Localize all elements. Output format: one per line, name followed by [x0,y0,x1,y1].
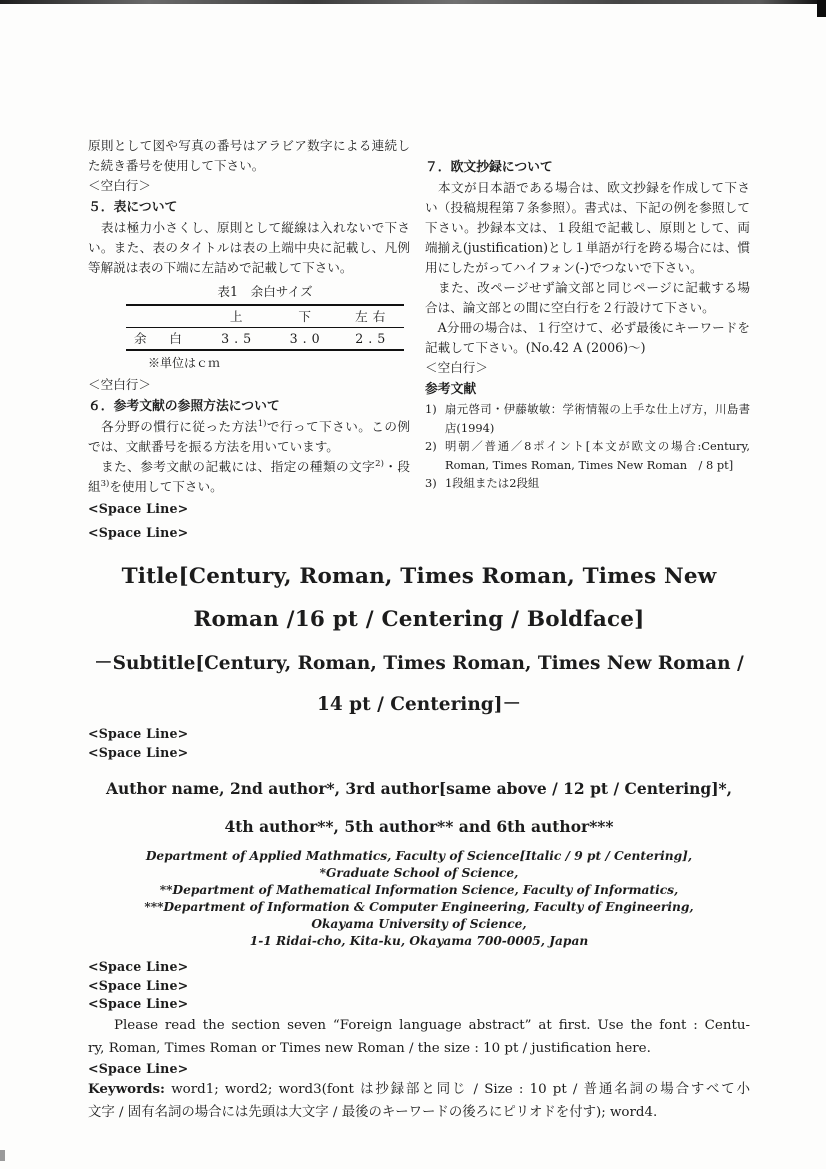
section6-paragraph-2 [88,457,410,497]
affiliation-line: 1-1 Ridai-cho, Kita-ku, Okayama 700-0005, Japan [249,934,589,948]
text-segment: ・段組 [88,459,411,494]
text-segment: 各分野の慣行に従った方法 [88,419,258,434]
section7-paragraph-2: また、改ページせず論文部と同じページに記載する場合は、論文部との間に空白行を２行設けて下さい。 [425,280,750,315]
table-header-leftright: 左右 [355,309,391,324]
space-line-marker: <Space Line> [88,726,189,741]
references-list [425,400,750,493]
section7-paragraph-3: A分冊の場合は、１行空けて、必ず最後にキーワードを記載して下さい。(No.42 A (2006)～) [425,320,750,355]
reference-text: 扇元啓司・伊藤敏敏：学術情報の上手な仕上げ方，川島書店(1994) [445,402,750,435]
reference-item [425,437,750,474]
table-header-bottom: 下 [298,309,316,324]
space-line-marker: <Space Line> [88,977,189,993]
text-segment: で行って下さい。この例では、文献番号を振る方法を用いています。 [88,419,411,454]
table-caption: 表1 余白サイズ [217,284,313,299]
authors-line-2: 4th author**, 5th author** and 6th author*** [224,817,614,836]
table-grid [126,304,404,351]
abstract-block [88,958,750,1124]
intro-paragraph: 原則として図や写真の番号はアラビア数字による連続した続き番号を使用して下さい。 [88,138,410,173]
margin-size-table [126,282,404,373]
reference-number: 1) [425,402,437,416]
keywords-text: word1; word2; word3(font は抄録部と同じ / Size : 10 pt / 普通名詞の場合すべて小 [165,1082,750,1097]
text-segment: また、参考文献の記載には、指定の種類の文字 [88,459,376,474]
section7-heading: ７．欧文抄録について [425,160,553,175]
footnote-ref-3: 3) [100,478,110,489]
paper-subtitle: －Subtitle[Century, Roman, Times Roman, Times New Roman / 14 pt / Centering]－ [94,653,744,715]
section7-paragraph-1: 本文が日本語である場合は、欧文抄録を作成して下さい（投稿規程第７条参照）。書式は、下記の例を参照して下さい。抄録本文は、１段組で記載し、原則として、両端揃え(justification)とし１単語が行を跨る場合には、慣用にしたがってハイフォン(-)でつないで下さい。 [425,180,750,275]
affiliation-line: Department of Applied Mathmatics, Faculty of Science[Italic / 9 pt / Centering], [145,849,693,863]
section5-heading: ５．表について [88,200,178,215]
footnote-ref-2: 2) [375,458,384,469]
table-header-row [126,306,404,328]
reference-number: 3) [425,476,437,490]
section6-paragraph-1 [88,417,410,457]
affiliation-line: *Graduate School of Science, [319,866,519,880]
blank-line-marker: ＜空白行＞ [88,178,151,193]
text-segment: を使用して下さい。 [109,479,223,494]
abstract-text-line-1: Please read the section seven “Foreign language abstract” at first. Use the font : Centu- [114,1017,750,1033]
keywords-line-1 [88,1078,750,1101]
scan-top-edge-artifact [0,0,826,4]
keywords-label: Keywords: [88,1081,166,1097]
blank-line-marker: ＜空白行＞ [425,360,488,375]
table-data-row [126,328,404,349]
section5-paragraph: 表は極力小さくし、原則として縦線は入れないで下さい。また、表のタイトルは表の上端中央に記載し、凡例等解説は表の下端に左詰めで記載して下さい。 [88,220,410,275]
affiliation-line: **Department of Mathematical Information Science, Faculty of Informatics, [159,883,679,897]
page-content [88,136,750,1124]
affiliation-line: ***Department of Information & Computer Engineering, Faculty of Engineering, [144,900,694,914]
authors-line-1: Author name, 2nd author*, 3rd author[same above / 12 pt / Centering]*, [105,779,733,798]
blank-line-marker: ＜空白行＞ [88,377,151,392]
reference-text: 1段組または2段組 [445,476,540,490]
table-value-top: 3.5 [221,331,257,346]
reference-text: 明朝／普通／8ポイント[本文が欧文の場合:Century, Roman, Times Roman, Times New Roman / 8 pt] [445,439,750,472]
references-heading: 参考文献 [425,382,477,397]
space-line-marker: <Space Line> [88,501,189,516]
table-unit-note: ※単位はｃｍ [148,356,221,370]
reference-item [425,400,750,437]
table-value-leftright: 2.5 [355,331,391,346]
space-line-marker: <Space Line> [88,525,189,540]
right-column [425,136,750,545]
footnote-ref-1: 1) [257,418,267,429]
space-line-marker: <Space Line> [88,744,189,760]
two-column-section [88,136,750,545]
reference-number: 2) [425,439,437,453]
affiliations [88,848,750,950]
scan-edge-mark [0,1150,5,1161]
title-block [88,555,750,950]
table-header-blank [126,306,204,327]
table-value-bottom: 3.0 [289,331,325,346]
scan-corner-artifact [817,0,826,17]
affiliation-line: Okayama University of Science, [311,917,527,931]
paper-title: Title[Century, Roman, Times Roman, Times New Roman /16 pt / Centering / Boldface] [121,564,717,632]
space-line-marker: <Space Line> [88,959,189,974]
abstract-text-line-2: ry, Roman, Times Roman or Times new Roman / the size : 10 pt / justification here. [88,1040,651,1056]
table-header-top: 上 [229,309,248,324]
left-column [88,136,410,545]
table-row-label: 余 白 [134,331,187,346]
section6-heading: ６．参考文献の参照方法について [88,399,280,414]
space-line-marker: <Space Line> [88,996,189,1011]
reference-item [425,474,750,493]
space-line-marker: <Space Line> [88,1060,189,1076]
keywords-line-2: 文字 / 固有名詞の場合には先頭は大文字 / 最後のキーワードの後ろにピリオドを付す); word4. [88,1105,658,1120]
